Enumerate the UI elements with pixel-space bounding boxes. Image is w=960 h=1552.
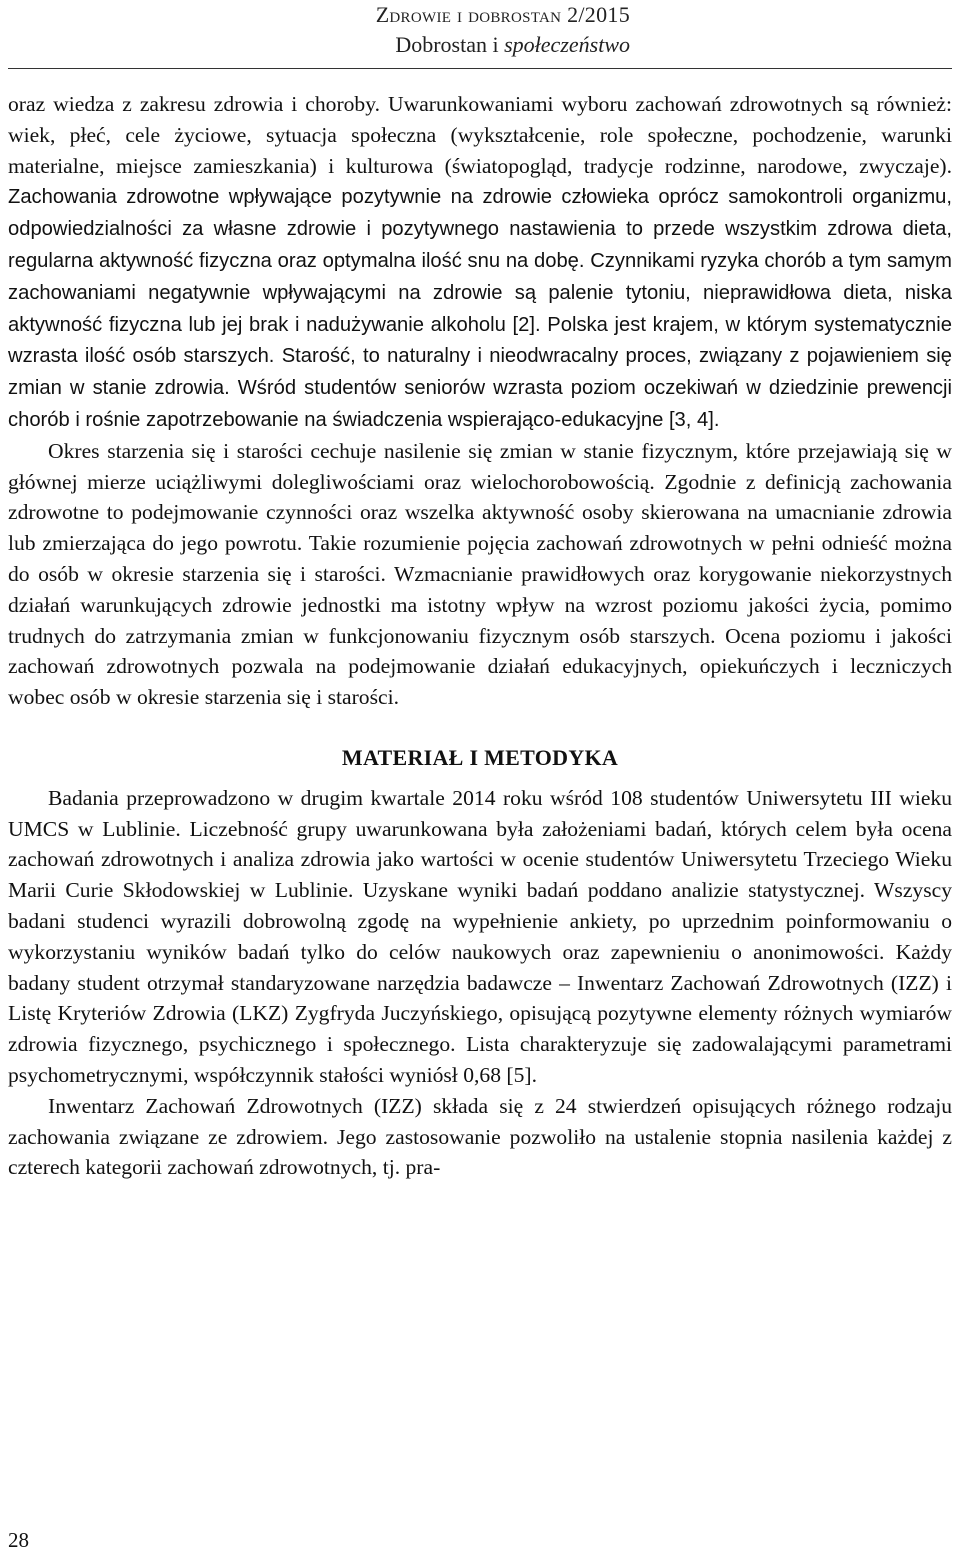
paragraph-3: Badania przeprowadzono w drugim kwartale 2014 roku wśród 108 studentów Uniwersytetu III wieku UMCS w Lublinie. Liczebność grupy uwarunkowana była założeniami badań, których celem była ocena zachowań zdrowotnych i analiza zdrowia jako wartości w ocenie studentów Uniwersytetu Trzeciego Wieku Marii Curie Skłodowskiej w Lublinie. Uzyskane wyniki badań poddano analizie statystycznej. Wszyscy badani studenci wyrazili dobrowolną zgodę na wypełnienie ankiety, po uprzednim poinformowaniu o wykorzystaniu wyników badań tylko do celów naukowych oraz zapewnieniu o anonimowości. Każdy badany student otrzymał standaryzowane narzędzia badawcze – Inwentarz Zachowań Zdrowotnych (IZZ) i Listę Kryteriów Zdrowia (LKZ) Zygfryda Juczyńskiego, opisującą pozytywne elementy różnych wymiarów zdrowia fizycznego, psychicznego i społecznego. Lista charakteryzuje się zadowalającymi parametrami psychometrycznymi, współczynnik stałości wyniósł 0,68 [5]. [8,785,952,1087]
section-heading: MATERIAŁ I METODYKA [341,744,619,770]
journal-title: Zdrowie i dobrostan 2/2015 [375,2,630,27]
paragraph-1-part-a: oraz wiedza z zakresu zdrowia i choroby. Uwarunkowaniami wyboru zachowań zdrowotnych są również: wiek, płeć, cele życiowe, sytuacja społeczna (wykształcenie, role społeczne, pochodzenie, warunki materialne, miejsce zamieszkania) i kulturowa (światopogląd, tradycje rodzinne, narodowe, zwyczaje). [8,92,952,178]
article-body [8,89,952,1183]
running-head [376,0,630,60]
section-title-prefix: Dobrostan i [395,32,505,57]
paragraph-4: Inwentarz Zachowań Zdrowotnych (IZZ) składa się z 24 stwierdzeń opisujących różnego rodzaju zachowania związane ze zdrowiem. Jego zastosowanie pozwoliło na ustalenie stopnia nasilenia każdej z czterech kategorii zachowań zdrowotnych, tj. pra- [8,1093,952,1180]
page-number: 28 [8,1528,29,1552]
paragraph-2: Okres starzenia się i starości cechuje nasilenie się zmian w stanie fizycznym, które przejawiają się w głównej mierze uciążliwymi dolegliwościami oraz wielochorobowością. Zgodnie z definicją zachowania zdrowotne to podejmowanie czynności oraz wszelka aktywność osoby skierowana na umacnianie zdrowia lub zmierzająca do jego powrotu. Takie rozumienie pojęcia zachowań zdrowotnych w pełni odnieść można do osób w okresie starzenia się i starości. Wzmacnianie prawidłowych oraz korygowanie niekorzystnych działań warunkujących zdrowie jednostki ma istotny wpływ na wzrost poziomu jakości życia, pomimo trudnych do zatrzymania zmian w funkcjonowaniu fizycznym osób starszych. Ocena poziomu i jakości zachowań zdrowotnych pozwala na podejmowanie działań edukacyjnych, opiekuńczych i leczniczych wobec osób w okresie starzenia się i starości. [8,438,952,710]
header-rule [8,68,952,69]
section-title [376,30,630,60]
paragraph-1 [8,89,952,436]
section-title-italic: społeczeństwo [504,32,630,57]
paragraph-1-part-b: Zachowania zdrowotne wpływające pozytywnie na zdrowie człowieka oprócz samokontroli organizmu, odpowiedzialności za własne zdrowie i pozytywnego nastawienia to przede wszystkim zdrowa dieta, regularna aktywność fizyczna oraz optymalna ilość snu na dobę. Czynnikami ryzyka chorób a tym samym zachowaniami negatywnie wpływającymi na zdrowie są palenie tytoniu, nieprawidłowa dieta, niska aktywność fizyczna lub jej brak i nadużywanie alkoholu [2]. Polska jest krajem, w którym systematycznie wzrasta ilość osób starszych. Starość, to naturalny i nieodwracalny proces, związany z pojawieniem się zmian w stanie zdrowia. Wśród studentów seniorów wzrasta poziom oczekiwań w dziedzinie prewencji chorób i rośnie zapotrzebowanie na świadczenia wspierająco-edukacyjne [3, 4]. [8,186,952,431]
